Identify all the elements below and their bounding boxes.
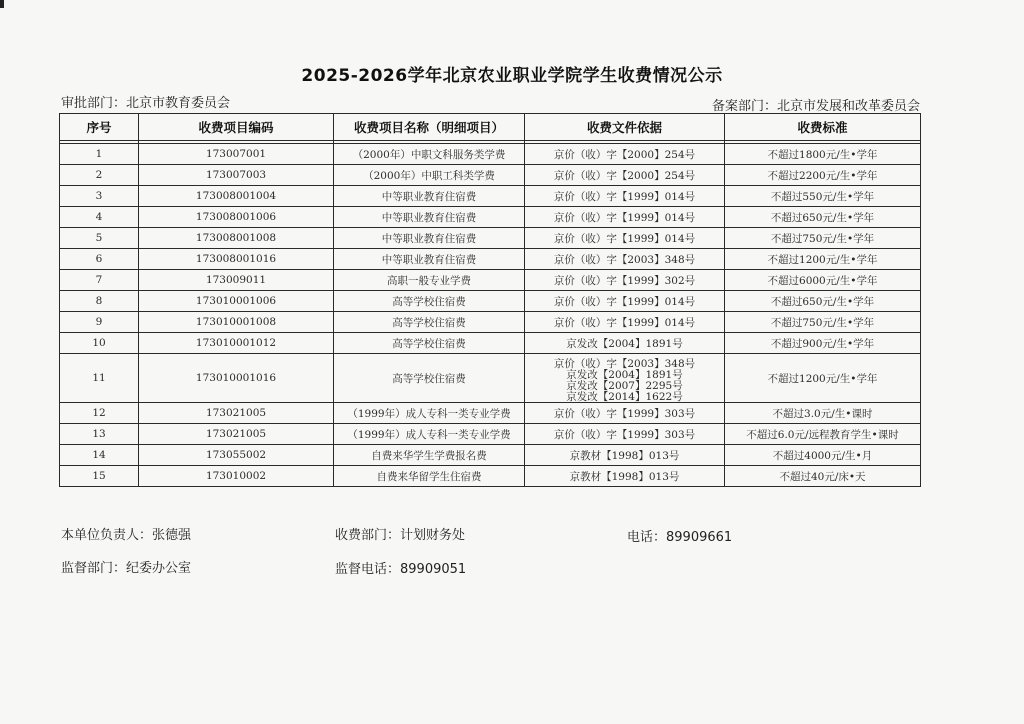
basis-line: 京发改【2014】1622号	[566, 391, 683, 403]
cell-code: 173010001016	[139, 354, 334, 403]
cell-basis: 京价（收）字【1999】014号	[525, 186, 725, 207]
cell-standard: 不超过3.0元/生•课时	[725, 403, 921, 424]
cell-standard: 不超过650元/生•学年	[725, 291, 921, 312]
cell-name: （2000年）中职文科服务类学费	[334, 144, 525, 165]
cell-code: 173010001008	[139, 312, 334, 333]
cell-basis: 京教材【1998】013号	[525, 445, 725, 466]
cell-basis: 京价（收）字【2003】348号	[525, 249, 725, 270]
cell-name: 中等职业教育住宿费	[334, 207, 525, 228]
cell-number: 11	[60, 354, 139, 403]
cell-code: 173009011	[139, 270, 334, 291]
cell-name: （1999年）成人专科一类专业学费	[334, 424, 525, 445]
cell-code: 173010001006	[139, 291, 334, 312]
cell-name: 自费来华留学生住宿费	[334, 466, 525, 487]
cell-code: 173007001	[139, 144, 334, 165]
cell-basis: 京价（收）字【1999】303号	[525, 424, 725, 445]
cell-standard: 不超过650元/生•学年	[725, 207, 921, 228]
table-row	[60, 333, 921, 354]
table-row	[60, 291, 921, 312]
header-number: 序号	[60, 114, 139, 141]
cell-code: 173021005	[139, 403, 334, 424]
cell-basis: 京价（收）字【1999】302号	[525, 270, 725, 291]
header-basis: 收费文件依据	[525, 114, 725, 141]
cell-number: 9	[60, 312, 139, 333]
cell-name: （1999年）成人专科一类专业学费	[334, 403, 525, 424]
header-code: 收费项目编码	[139, 114, 334, 141]
basis-line: 京发改【2007】2295号	[566, 380, 683, 392]
cell-basis-multi	[525, 354, 725, 403]
table-row	[60, 228, 921, 249]
cell-basis: 京发改【2004】1891号	[525, 333, 725, 354]
cell-number: 1	[60, 144, 139, 165]
cell-standard: 不超过1200元/生•学年	[725, 354, 921, 403]
cell-code: 173055002	[139, 445, 334, 466]
cell-standard: 不超过550元/生•学年	[725, 186, 921, 207]
cell-standard: 不超过40元/床•天	[725, 466, 921, 487]
cell-code: 173008001016	[139, 249, 334, 270]
cell-number: 6	[60, 249, 139, 270]
cell-basis: 京价（收）字【2000】254号	[525, 144, 725, 165]
table-row	[60, 424, 921, 445]
table-row	[60, 403, 921, 424]
charge-department: 收费部门：计划财务处	[335, 528, 466, 543]
cell-name: 中等职业教育住宿费	[334, 249, 525, 270]
cell-number: 14	[60, 445, 139, 466]
cell-standard: 不超过2200元/生•学年	[725, 165, 921, 186]
table-row	[60, 207, 921, 228]
filing-department: 备案部门：北京市发展和改革委员会	[711, 99, 920, 114]
fee-table	[59, 113, 921, 487]
cell-code: 173008001008	[139, 228, 334, 249]
cell-number: 2	[60, 165, 139, 186]
cell-basis: 京价（收）字【1999】014号	[525, 228, 725, 249]
cell-code: 173010001012	[139, 333, 334, 354]
cell-standard: 不超过4000元/生•月	[725, 445, 921, 466]
table-row	[60, 270, 921, 291]
cell-code: 173008001004	[139, 186, 334, 207]
contact-phone: 电话：89909661	[627, 530, 733, 545]
cell-basis: 京价（收）字【1999】014号	[525, 312, 725, 333]
header-name: 收费项目名称（明细项目）	[334, 114, 525, 141]
cell-code: 173007003	[139, 165, 334, 186]
cell-code: 173021005	[139, 424, 334, 445]
scan-corner-mark	[0, 0, 4, 8]
table-row	[60, 165, 921, 186]
cell-standard: 不超过750元/生•学年	[725, 228, 921, 249]
table-row	[60, 186, 921, 207]
supervision-department: 监督部门：纪委办公室	[61, 561, 192, 576]
cell-code: 173008001006	[139, 207, 334, 228]
cell-number: 13	[60, 424, 139, 445]
cell-name: 高职一般专业学费	[334, 270, 525, 291]
table-row	[60, 249, 921, 270]
table-header-row	[60, 114, 921, 141]
cell-number: 4	[60, 207, 139, 228]
cell-basis: 京价（收）字【1999】303号	[525, 403, 725, 424]
cell-standard: 不超过750元/生•学年	[725, 312, 921, 333]
cell-standard: 不超过1800元/生•学年	[725, 144, 921, 165]
cell-standard: 不超过900元/生•学年	[725, 333, 921, 354]
cell-number: 5	[60, 228, 139, 249]
cell-name: 高等学校住宿费	[334, 312, 525, 333]
cell-name: 高等学校住宿费	[334, 333, 525, 354]
cell-number: 8	[60, 291, 139, 312]
table-row	[60, 144, 921, 165]
cell-standard: 不超过6.0元/远程教育学生•课时	[725, 424, 921, 445]
cell-basis: 京价（收）字【1999】014号	[525, 207, 725, 228]
cell-number: 10	[60, 333, 139, 354]
basis-line: 京发改【2004】1891号	[566, 369, 683, 381]
cell-standard: 不超过6000元/生•学年	[725, 270, 921, 291]
cell-number: 12	[60, 403, 139, 424]
cell-standard: 不超过1200元/生•学年	[725, 249, 921, 270]
cell-name: 高等学校住宿费	[334, 354, 525, 403]
document-title: 2025-2026学年北京农业职业学院学生收费情况公示	[301, 66, 723, 86]
supervision-phone: 监督电话：89909051	[335, 562, 467, 577]
cell-basis: 京价（收）字【2000】254号	[525, 165, 725, 186]
table-row	[60, 312, 921, 333]
cell-number: 3	[60, 186, 139, 207]
basis-line: 京价（收）字【2003】348号	[553, 358, 696, 370]
cell-basis: 京教材【1998】013号	[525, 466, 725, 487]
cell-name: 自费来华学生学费报名费	[334, 445, 525, 466]
cell-name: 中等职业教育住宿费	[334, 228, 525, 249]
cell-number: 7	[60, 270, 139, 291]
table-row	[60, 466, 921, 487]
cell-name: （2000年）中职工科类学费	[334, 165, 525, 186]
cell-code: 173010002	[139, 466, 334, 487]
cell-basis: 京价（收）字【1999】014号	[525, 291, 725, 312]
table-row	[60, 445, 921, 466]
cell-name: 中等职业教育住宿费	[334, 186, 525, 207]
approval-department: 审批部门：北京市教育委员会	[61, 96, 231, 111]
table-row	[60, 354, 921, 403]
cell-name: 高等学校住宿费	[334, 291, 525, 312]
unit-leader: 本单位负责人：张德强	[61, 528, 192, 543]
header-standard: 收费标准	[725, 114, 921, 141]
cell-number: 15	[60, 466, 139, 487]
